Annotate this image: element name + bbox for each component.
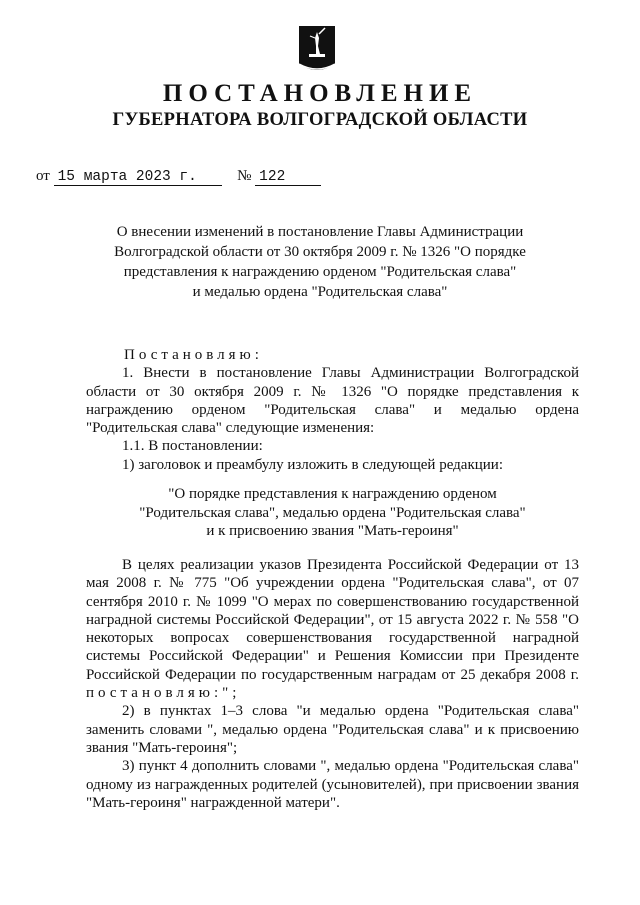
from-label: от <box>36 168 50 184</box>
subject-line: представления к награждению орденом "Родительская слава" <box>123 264 517 280</box>
preamble-text: В целях реализации указов Президента Российской Федерации от 13 мая 2008 г. № 775 "Об учреждении ордена "Родительская слава", от 07 сентября 2010 г. № 1099 "О мерах по совершенствованию государственной наградной системы Российской Федерации", от 15 августа 2022 г. № 558 "О некоторых вопросах совершенствования государственной наградной системы Российской Федерации" и Решения Комиссии при Президенте Российской Федерации по государственным наградам от 25 декабря 2008 г. <box>86 557 579 683</box>
subject-line: Волгоградской области от 30 октября 2009 г. № 1326 "О порядке <box>114 244 526 260</box>
item-1-1-1: 1) заголовок и преамбулу изложить в следующей редакции: <box>122 456 503 473</box>
subject-line: О внесении изменений в постановление Главы Администрации <box>116 224 524 240</box>
quote-line: и к присвоению звания "Мать-героиня" <box>206 523 459 539</box>
decree-word: Постановляю: <box>124 347 263 363</box>
item-3: 3) пункт 4 дополнить словами ", медалью ордена "Родительская слава" одному из награжденных родителей (усыновителей), при присвоении звания "Мать-героиня" награжденной матери". <box>86 758 579 811</box>
subject-line: и медалью ордена "Родительская слава" <box>192 284 448 300</box>
item-1-1: 1.1. В постановлении: <box>122 438 263 455</box>
quote-line: "О порядке представления к награждению орденом <box>168 486 497 502</box>
item-2: 2) в пунктах 1–3 слова "и медалью ордена "Родительская слава" заменить словами ", медалью ордена "Родительская слава" и к присвоению звания "Мать-героиня"; <box>86 703 579 756</box>
date-number-line <box>36 168 321 186</box>
document-title: ПОСТАНОВЛЕНИЕ <box>162 80 478 107</box>
quote-line: "Родительская слава", медалью ордена "Родительская слава" <box>139 504 526 521</box>
amendments-block <box>86 556 579 812</box>
document-number: 122 <box>255 169 321 186</box>
document-date: 15 марта 2023 г. <box>54 169 222 186</box>
quoted-title <box>86 485 579 541</box>
document-subject <box>70 222 570 302</box>
preamble-paragraph <box>86 556 579 702</box>
item-1: 1. Внести в постановление Главы Администрации Волгоградской области от 30 октября 2009 г. № 1326 "О порядке представления к награждению орденом "Родительская слава" и медалью ордена "Родительская слава" следующие изменения: <box>86 365 579 437</box>
document-subtitle: ГУБЕРНАТОРА ВОЛГОГРАДСКОЙ ОБЛАСТИ <box>112 110 528 130</box>
decree-block <box>86 346 579 474</box>
number-label: № <box>237 168 252 184</box>
preamble-end: постановляю:"; <box>86 685 241 702</box>
coat-of-arms-icon <box>295 24 339 76</box>
